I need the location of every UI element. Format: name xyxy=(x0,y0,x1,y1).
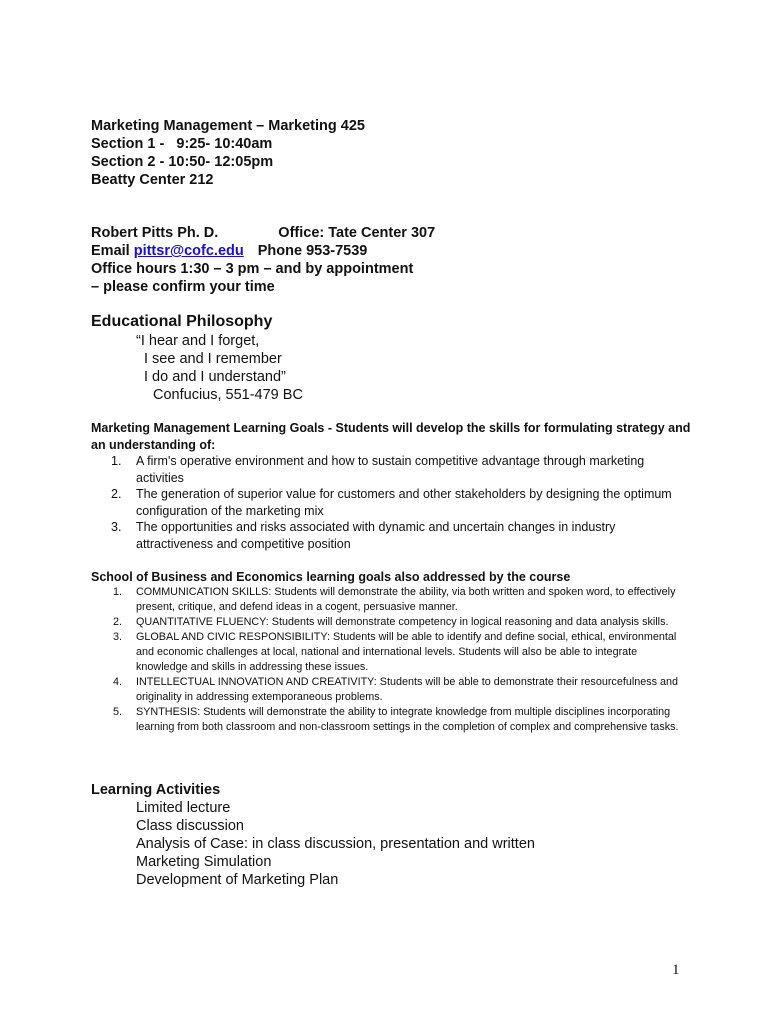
activity-item: Marketing Simulation xyxy=(136,854,272,870)
item-text: The opportunities and risks associated with dynamic and uncertain changes in industry attractiveness and competitive position xyxy=(136,520,616,551)
course-room: Beatty Center 212 xyxy=(91,172,214,188)
email-phone-row xyxy=(91,242,435,260)
section-2-time: Section 2 - 10:50- 12:05pm xyxy=(91,154,274,170)
item-text: QUANTITATIVE FLUENCY: Students will demonstrate competency in logical reasoning and data analysis skills. xyxy=(136,616,669,628)
list-item xyxy=(91,630,681,675)
quote-line: I do and I understand” xyxy=(144,369,286,385)
list-item xyxy=(91,585,681,615)
email-link[interactable]: pittsr@cofc.edu xyxy=(133,243,244,259)
item-number: 1. xyxy=(111,454,122,468)
item-text: The generation of superior value for customers and other stakeholders by designing the optimum configuration of the marketing mix xyxy=(136,487,672,518)
item-text: A firm's operative environment and how to sustain competitive advantage through marketing activities xyxy=(136,454,645,485)
instructor-contact xyxy=(91,224,435,296)
learning-activities-heading: Learning Activities xyxy=(91,782,221,798)
learning-goals-list xyxy=(91,453,681,552)
learning-activities-list xyxy=(136,799,535,889)
name-office-row xyxy=(91,224,435,242)
activity-item: Development of Marketing Plan xyxy=(136,872,339,888)
office-location: Office: Tate Center 307 xyxy=(278,225,436,241)
philosophy-heading: Educational Philosophy xyxy=(91,313,273,330)
item-text: INTELLECTUAL INNOVATION AND CREATIVITY: Students will be able to demonstrate their resourcefulness and originality in addressing extemporaneous problems. xyxy=(136,676,679,703)
item-text: COMMUNICATION SKILLS: Students will demonstrate the ability, via both written and spoken word, to effectively present, critique, and defend ideas in a cogent, persuasive manner. xyxy=(136,586,676,613)
instructor-name: Robert Pitts Ph. D. xyxy=(91,225,219,241)
quote-line: “I hear and I forget, xyxy=(136,333,260,349)
activity-item: Limited lecture xyxy=(136,800,231,816)
item-text: SYNTHESIS: Students will demonstrate the ability to integrate knowledge from multiple disciplines incorporating learning from both classroom and non-classroom settings in the completion of complex and comprehensive tasks. xyxy=(136,706,679,733)
item-number: 2. xyxy=(111,487,122,501)
school-goals-list xyxy=(91,585,681,735)
item-number: 4. xyxy=(113,676,123,688)
phone-number: Phone 953-7539 xyxy=(257,243,368,259)
school-goals-heading: School of Business and Economics learning goals also addressed by the course xyxy=(91,570,571,584)
section-1-time: Section 1 - 9:25- 10:40am xyxy=(91,136,273,152)
item-text: GLOBAL AND CIVIC RESPONSIBILITY: Students will be able to identify and define social, ethical, environmental and economic challenges at local, national and international levels. Students will also be able to integrate knowledge and skills in addressing these issues. xyxy=(136,631,677,673)
quote-line: I see and I remember xyxy=(144,351,282,367)
office-hours-note: – please confirm your time xyxy=(91,279,275,295)
email-label: Email xyxy=(91,243,134,259)
list-item xyxy=(91,615,681,630)
list-item xyxy=(91,705,681,735)
list-item xyxy=(91,519,681,552)
list-item xyxy=(91,453,681,486)
office-hours: Office hours 1:30 – 3 pm – and by appointment xyxy=(91,261,414,277)
page-number: 1 xyxy=(672,962,680,978)
list-item xyxy=(91,675,681,705)
item-number: 5. xyxy=(113,706,123,718)
item-number: 2. xyxy=(113,616,123,628)
item-number: 3. xyxy=(113,631,123,643)
course-header xyxy=(91,117,365,189)
item-number: 1. xyxy=(113,586,123,598)
activity-item: Class discussion xyxy=(136,818,244,834)
list-item xyxy=(91,486,681,519)
philosophy-quote xyxy=(136,332,303,404)
quote-author: Confucius, 551-479 BC xyxy=(153,387,303,403)
course-title: Marketing Management – Marketing 425 xyxy=(91,118,365,134)
item-number: 3. xyxy=(111,520,122,534)
activity-item: Analysis of Case: in class discussion, presentation and written xyxy=(136,836,535,852)
learning-goals-heading: Marketing Management Learning Goals - Students will develop the skills for formulating strategy and an understanding of: xyxy=(91,421,691,452)
